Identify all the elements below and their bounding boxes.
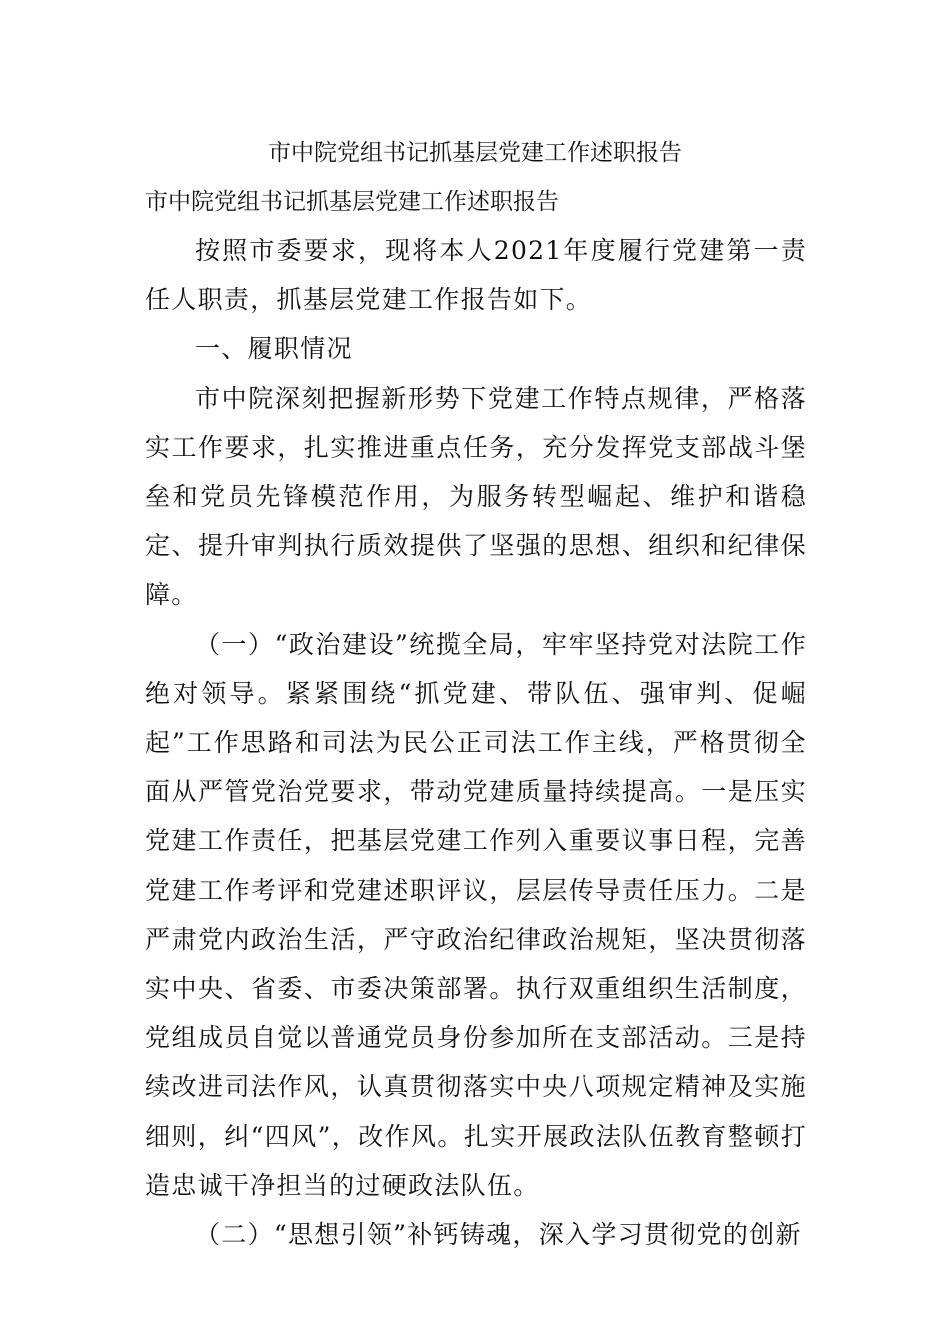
- body-paragraph: （二）“思想引领”补钙铸魂，深入学习贯彻党的创新: [195, 1220, 802, 1250]
- section-heading: 一、履职情况: [195, 334, 353, 364]
- body-paragraph: 市中院深刻把握新形势下党建工作特点规律，严格落实工作要求，扎实推进重点任务，充分发挥党支部战斗堡垒和党员先锋模范作用，为服务转型崛起、维护和谐稳定、提升审判执行质效提供了坚强的思想、组织和纪律保障。: [145, 383, 807, 610]
- intro-paragraph: 按照市委要求，现将本人2021年度履行党建第一责任人职责，抓基层党建工作报告如下。: [145, 236, 807, 315]
- document-title: 市中院党组书记抓基层党建工作述职报告: [268, 140, 682, 166]
- body-paragraph: （一）“政治建设”统揽全局，牢牢坚持党对法院工作绝对领导。紧紧围绕“抓党建、带队伍、强审判、促崛起”工作思路和司法为民公正司法工作主线，严格贯彻全面从严管党治党要求，带动党建质量持续提高。一是压实党建工作责任，把基层党建工作列入重要议事日程，完善党建工作考评和党建述职评议，层层传导责任压力。二是严肃党内政治生活，严守政治纪律政治规矩，坚决贯彻落实中央、省委、市委决策部署。执行双重组织生活制度，党组成员自觉以普通党员身份参加所在支部活动。三是持续改进司法作风，认真贯彻落实中央八项规定精神及实施细则，纠“四风”，改作风。扎实开展政法队伍教育整顿打造忠诚干净担当的过硬政法队伍。: [145, 629, 807, 1200]
- document-body: [145, 226, 807, 1259]
- document-subtitle: 市中院党组书记抓基层党建工作述职报告: [145, 189, 559, 215]
